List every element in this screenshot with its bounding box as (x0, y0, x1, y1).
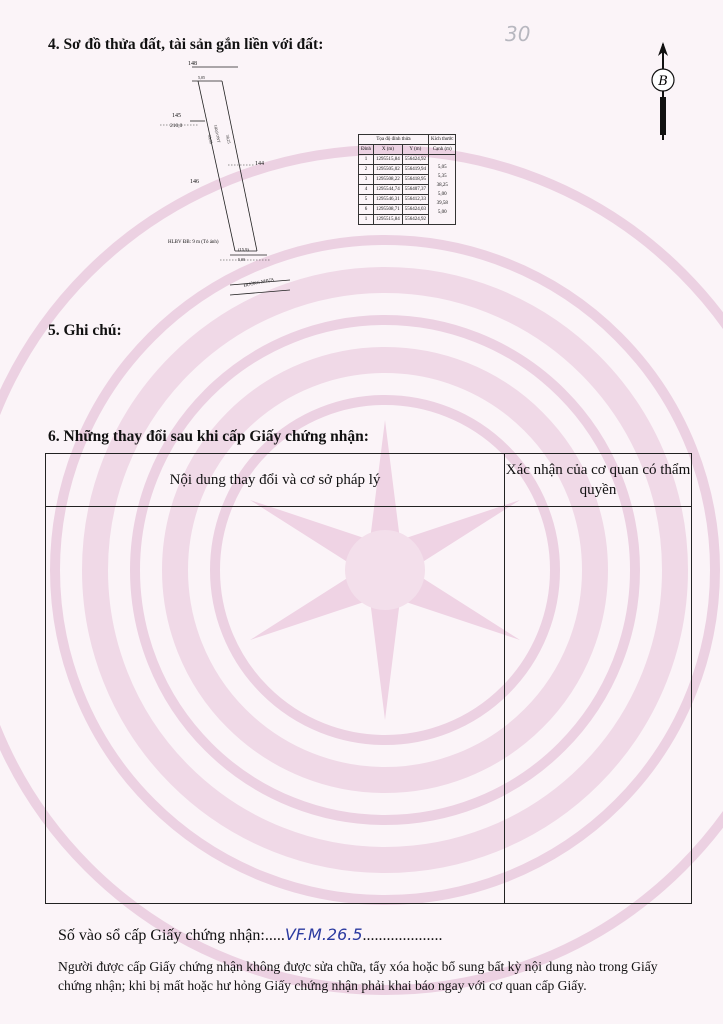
table-row: 1 1295515,84 556424,92 5,05 5,35 38,25 5,00 39,58 5,00 (359, 155, 456, 165)
certificate-register-number: Số vào sổ cấp Giấy chứng nhận:.....VF.M.26.5.................... (58, 925, 443, 944)
svg-text:B: B (658, 74, 668, 89)
coord-table-title: Tọa độ đỉnh thửa (359, 135, 429, 145)
changes-content-header: Nội dung thay đổi và cơ sở pháp lý (169, 471, 381, 488)
col-vertex: Đỉnh (359, 145, 374, 155)
top-edge-label: 5,05 (198, 75, 205, 80)
col-x: X (m) (374, 145, 403, 155)
road-width-label: (15,9) (238, 247, 249, 252)
parcel-145-area: 210,0 (170, 123, 183, 129)
road-setback-label: HLBV ĐB: 9 m (Tỏ ánh) (168, 240, 219, 245)
vertex-coordinate-table (358, 134, 456, 225)
handwritten-page-number: 30 (505, 22, 531, 46)
column-divider (504, 454, 505, 903)
parcel-148-label: 148 (188, 61, 197, 67)
north-arrow-icon (645, 42, 681, 142)
parcel-145-label: 145 (172, 113, 181, 119)
certificate-notice: Người được cấp Giấy chứng nhận không được sửa chữa, tẩy xóa hoặc bổ sung bất kỳ nội dung nào trong Giấy chứng nhận; khi bị mất hoặc hư hỏng Giấy chứng nhận phải khai báo ngay với cơ quan cấp Giấy. (58, 959, 658, 993)
road-name-label: ĐƯỜNG NHỰA (243, 276, 275, 288)
changes-table (45, 453, 692, 904)
table-row: 2 1295505,02 556419,94 (359, 165, 456, 175)
section-4-title: 4. Sơ đồ thửa đất, tài sản gắn liền với đất: (48, 36, 324, 53)
register-number-label: Số vào sổ cấp Giấy chứng nhận: (58, 927, 265, 944)
parcel-146-label: 146 (190, 179, 199, 185)
parcel-inner-text: 160,0 ONT (213, 124, 222, 144)
bottom-edge-label: 5,00 (238, 257, 245, 262)
header-divider (46, 506, 691, 507)
register-number-value: VF.M.26.5 (284, 925, 363, 944)
table-row: 3 1295508,22 556418,95 (359, 175, 456, 185)
parcel-144-label: 144 (255, 161, 264, 167)
table-row: 5 1295546,31 556412,33 (359, 195, 456, 205)
section-6-title: 6. Những thay đổi sau khi cấp Giấy chứng nhận: (48, 428, 369, 445)
table-row: 6 1295508,71 556424,03 (359, 205, 456, 215)
side-length-2: 39,58 (207, 134, 214, 145)
side-length-1: 38,25 (225, 134, 232, 145)
edge-table-title: Kích thước (429, 135, 456, 145)
col-edge: Cạnh (m) (429, 145, 456, 155)
section-5-title: 5. Ghi chú: (48, 322, 122, 339)
table-row: 1 1295515,84 556424,92 (359, 215, 456, 225)
col-y: Y (m) (402, 145, 428, 155)
parcel-sketch (140, 55, 360, 305)
authority-confirmation-header: Xác nhận của cơ quan có thẩm quyền (505, 462, 691, 498)
table-row: 4 1295544,74 556407,37 (359, 185, 456, 195)
